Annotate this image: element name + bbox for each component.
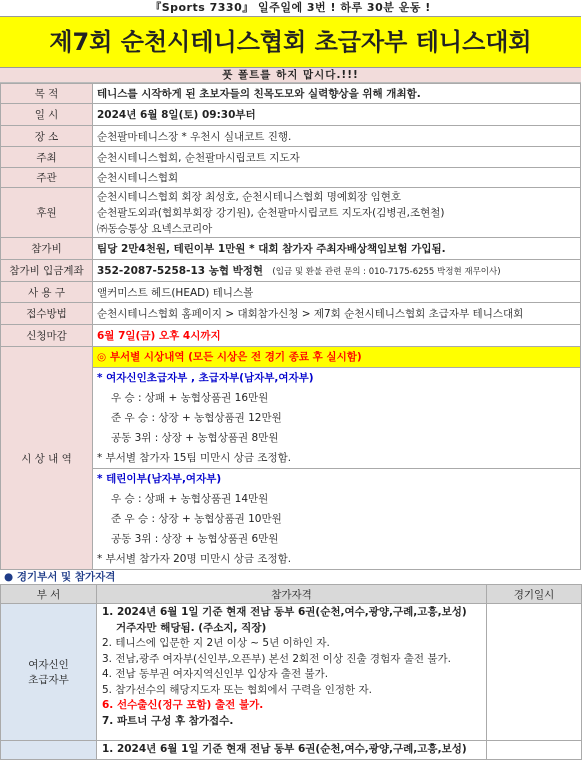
- division-name-line: 여자신인: [28, 659, 69, 671]
- prizes-block: [93, 347, 581, 570]
- list-item: 4. 전남 동부권 여자지역신인부 입상자 출전 불가.: [102, 668, 329, 680]
- list-item: 7. 파트너 구성 후 참가접수.: [102, 714, 234, 727]
- match-date-cell: [487, 741, 582, 760]
- division-name: [1, 741, 97, 760]
- host-value: 순천시테니스협회, 순천팔마시립코트 지도자: [93, 147, 581, 168]
- prize-section: [93, 468, 580, 569]
- list-item: 2. 테니스에 입문한 지 2년 이상 ~ 5년 이하인 자.: [102, 637, 330, 649]
- sponsor-label: 후원: [1, 188, 93, 238]
- prize-line: 준 우 승 : 상장 + 농협상품권 12만원: [111, 412, 282, 424]
- sponsor-value: [93, 188, 581, 238]
- prize-note: * 부서별 참가자 15팀 미만시 상금 조정함.: [97, 452, 292, 464]
- prize-line: 준 우 승 : 상장 + 농협상품권 10만원: [111, 513, 282, 525]
- prizes-label: 시 상 내 역: [1, 347, 93, 570]
- match-date-cell: [487, 604, 582, 741]
- deadline-value: 6월 7일(금) 오후 4시까지: [93, 325, 581, 347]
- list-item: 3. 전남,광주 여자부(신인부,오픈부) 본선 2회전 이상 진출 경험자 출전 불가.: [102, 652, 451, 665]
- col-date: 경기일시: [487, 585, 582, 604]
- prizes-header: ◎ 부서별 시상내역 (모든 시상은 전 경기 종료 후 실시함): [93, 347, 580, 368]
- table-row: [1, 741, 582, 760]
- apply-label: 접수방법: [1, 303, 93, 325]
- organizer-label: 주관: [1, 168, 93, 188]
- account-value: [93, 260, 581, 282]
- account-number: 352-2087-5258-13 농협 박정현: [97, 265, 264, 277]
- page-title: 제7회 순천시테니스협회 초급자부 테니스대회: [0, 16, 581, 68]
- divisions-table: [0, 584, 582, 760]
- prize-section-title: * 테린이부(남자부,여자부): [97, 473, 222, 485]
- prize-note: * 부서별 참가자 20명 미만시 상금 조정함.: [97, 553, 292, 565]
- slogan: 『Sports 7330』 일주일에 3번 ! 하루 30분 운동 !: [0, 0, 581, 16]
- venue-value: 순천팔마테니스장 * 우천시 실내코트 진행.: [93, 126, 581, 147]
- sponsor-line: 순천팔도외과(협회부회장 강기원), 순천팔마시립코트 지도자(김병권,조현철): [97, 206, 445, 219]
- organizer-value: 순천시테니스협회: [93, 168, 581, 188]
- prize-section: [93, 368, 580, 468]
- date-value: 2024년 6월 8일(토) 09:30부터: [93, 104, 581, 126]
- fee-label: 참가비: [1, 238, 93, 260]
- division-name-line: 초급자부: [28, 674, 69, 686]
- host-label: 주최: [1, 147, 93, 168]
- qualification-list: [97, 741, 487, 760]
- sponsor-line: 순천시테니스협회 회장 최성호, 순천시테니스협회 명예회장 임현호: [97, 190, 402, 203]
- ball-value: 앨커미스트 헤드(HEAD) 테니스볼: [93, 282, 581, 303]
- purpose-label: 목 적: [1, 84, 93, 104]
- list-item: 1. 2024년 6월 1일 기준 현재 전남 동부 6권(순천,여수,광양,구례,고흥,보성): [102, 743, 467, 755]
- table-row: [1, 604, 582, 741]
- col-division: 부 서: [1, 585, 97, 604]
- list-item: 6. 선수출신(정구 포함) 출전 불가.: [102, 699, 264, 711]
- notice-banner: 풋 폴트를 하지 맙시다.!!!: [0, 68, 581, 83]
- account-note: (입금 및 환불 관련 문의 : 010-7175-6255 박정현 재무이사): [272, 267, 501, 277]
- ball-label: 사 용 구: [1, 282, 93, 303]
- apply-value: 순천시테니스협회 홈페이지 > 대회참가신청 > 제7회 순천시테니스협회 초급자부 테니스대회: [93, 303, 581, 325]
- divisions-section-title: ● 경기부서 및 참가자격: [0, 570, 581, 584]
- date-label: 일 시: [1, 104, 93, 126]
- account-label: 참가비 입금계좌: [1, 260, 93, 282]
- deadline-label: 신청마감: [1, 325, 93, 347]
- info-table: [0, 83, 581, 570]
- prize-line: 우 승 : 상패 + 농협상품권 14만원: [111, 493, 269, 505]
- sponsor-line: ㈜동승통상 요넥스코리아: [97, 222, 213, 235]
- col-qualification: 참가자격: [97, 585, 487, 604]
- prize-line: 우 승 : 상패 + 농협상품권 16만원: [111, 392, 269, 404]
- prize-section-title: * 여자신인초급자부 , 초급자부(남자부,여자부): [97, 372, 314, 384]
- list-item: 5. 참가선수의 해당지도자 또는 협회에서 구력을 인정한 자.: [102, 683, 373, 696]
- venue-label: 장 소: [1, 126, 93, 147]
- purpose-value: 테니스를 시작하게 된 초보자들의 친목도모와 실력향상을 위해 개최함.: [93, 84, 581, 104]
- list-item: 1. 2024년 6월 1일 기준 현재 전남 동부 6권(순천,여수,광양,구례,고흥,보성): [102, 606, 467, 618]
- list-item: 거주자만 해당됨. (주소지, 직장): [116, 621, 267, 634]
- prize-line: 공동 3위 : 상장 + 농협상품권 8만원: [111, 432, 279, 444]
- prize-line: 공동 3위 : 상장 + 농협상품권 6만원: [111, 533, 279, 545]
- qualification-list: [97, 604, 487, 741]
- division-name: [1, 604, 97, 741]
- fee-value: 팀당 2만4천원, 테린이부 1만원 * 대회 참가자 주최자배상책임보험 가입됨.: [93, 238, 581, 260]
